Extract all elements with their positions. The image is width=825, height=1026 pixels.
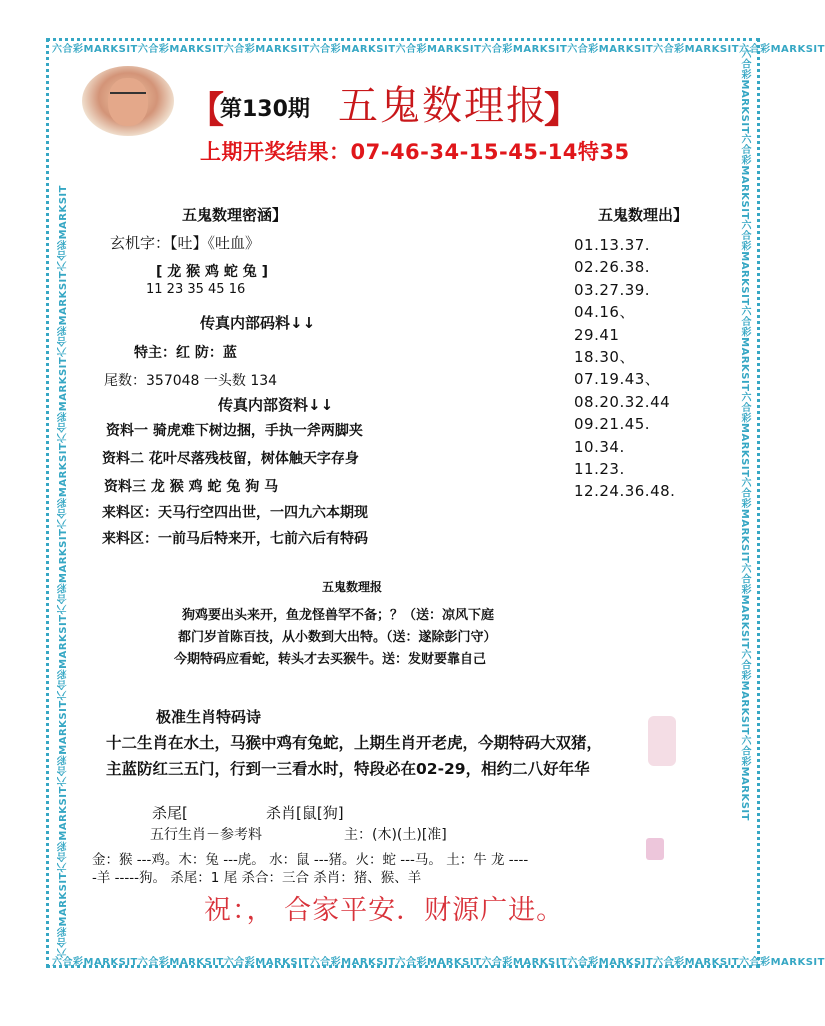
inside-info-2: 传真内部资料↓↓: [218, 396, 334, 414]
border-pattern-bottom: 六合彩MARKSIT六合彩MARKSIT六合彩MARKSIT六合彩MARKSIT六合彩MARKSIT六合彩MARKSIT六合彩MARKSIT六合彩MARKSIT六合彩MARKSIT: [52, 957, 825, 968]
kill-zodiac: 杀肖[鼠[狗]: [266, 804, 344, 822]
poem-heading: 极准生肖特码诗: [156, 708, 262, 726]
data-line-2: 资料二 花叶尽落残枝留，树体触天字存身: [102, 451, 359, 467]
poem-line-2: 主蓝防红三五门，行到一三看水时，特段必在02-29，相约二八好年华: [106, 760, 590, 778]
main-elements: 主：(木)(土)[准]: [344, 827, 447, 843]
poem-line-1: 十二生肖在水土，马猴中鸡有兔蛇，上期生肖开老虎，今期特码大双猪，: [106, 734, 603, 752]
number-row: 11.23.: [574, 459, 625, 478]
right-heading: 五鬼数理出】: [598, 206, 689, 224]
riddle-line-3: 今期特码应看蛇，转头才去买猴牛。送：发财要靠自己: [174, 652, 487, 667]
sub-title: 五鬼数理报: [322, 580, 383, 594]
zodiac-numbers: 11 23 35 45 16: [146, 282, 246, 297]
border-pattern-top: 六合彩MARKSIT六合彩MARKSIT六合彩MARKSIT六合彩MARKSIT六合彩MARKSIT六合彩MARKSIT六合彩MARKSIT六合彩MARKSIT六合彩MARKSIT: [52, 44, 825, 55]
bracket-right: 】: [544, 90, 581, 131]
issue-number: 第130期: [220, 97, 310, 122]
number-row: 02.26.38.: [574, 258, 651, 277]
zodiac-list: [ 龙 猴 鸡 蛇 兔 ]: [156, 264, 269, 280]
blessing-text: 祝：， 合家平安．财源广进。: [204, 895, 565, 926]
pink-stamp-mark: [646, 838, 664, 860]
kill-tail: 杀尾[: [152, 804, 188, 822]
number-row: 12.24.36.48.: [574, 482, 676, 501]
bracket-left: 【: [188, 90, 225, 131]
number-row: 07.19.43、: [574, 370, 661, 389]
red-smudge-mark: [648, 716, 676, 766]
data-line-1: 资料一 骑虎难下树边捆，手执一斧两脚夹: [106, 423, 363, 439]
special-main: 特主：红 防：蓝: [134, 345, 237, 361]
number-list: [574, 234, 675, 503]
border-pattern-right: 六合彩MARKSIT六合彩MARKSIT六合彩MARKSIT六合彩MARKSIT六合彩MARKSIT六合彩MARKSIT六合彩MARKSIT六合彩MARKSIT六合彩MARKSIT: [739, 48, 750, 821]
number-row: 03.27.39.: [574, 280, 651, 299]
left-heading: 五鬼数理密涵】: [182, 206, 288, 224]
number-row: 18.30、: [574, 347, 635, 366]
tail-numbers: 尾数：357048 一头数 134: [104, 373, 278, 389]
data-line-3: 资料三 龙 猴 鸡 蛇 兔 狗 马: [104, 479, 279, 495]
number-row: 08.20.32.44: [574, 392, 671, 411]
number-row: 04.16、: [574, 303, 635, 322]
number-row: 09.21.45.: [574, 415, 651, 434]
page-title: 五鬼数理报: [338, 83, 548, 129]
elements-line-2: -羊 -----狗。 杀尾：1 尾 杀合：三合 杀肖：猪、猴、羊: [92, 870, 422, 886]
inside-info-1: 传真内部码料↓↓: [200, 314, 316, 332]
riddle-line-2: 都门岁首陈百技，从小数到大出特。（送：遂除彭门守）: [178, 630, 497, 645]
number-row: 29.41: [574, 325, 620, 344]
source-line-1: 来料区：天马行空四出世，一四九六本期现: [102, 505, 368, 521]
number-row: 10.34.: [574, 437, 625, 456]
portrait-photo: [82, 66, 174, 136]
border-pattern-left: 六合彩MARKSIT六合彩MARKSIT六合彩MARKSIT六合彩MARKSIT六合彩MARKSIT六合彩MARKSIT六合彩MARKSIT六合彩MARKSIT六合彩MARKSIT: [58, 185, 69, 958]
portrait-glasses: [110, 92, 146, 102]
number-row: 01.13.37.: [574, 236, 651, 254]
five-elements-label: 五行生肖－参考料: [150, 827, 262, 843]
elements-line: 金：猴 ---鸡。木：兔 ---虎。 水：鼠 ---猪。火：蛇 ---马。 土：牛 龙 ----: [92, 852, 529, 868]
mystery-word: 玄机字：【吐】《吐血》: [110, 234, 261, 252]
last-result: 上期开奖结果：07-46-34-15-45-14特35: [200, 140, 630, 164]
portrait-face: [108, 78, 148, 126]
source-line-2: 来料区：一前马后特来开，七前六后有特码: [102, 531, 368, 547]
riddle-line-1: 狗鸡要出头来开，鱼龙怪兽罕不备；？（送：凉风下庭: [182, 608, 495, 623]
